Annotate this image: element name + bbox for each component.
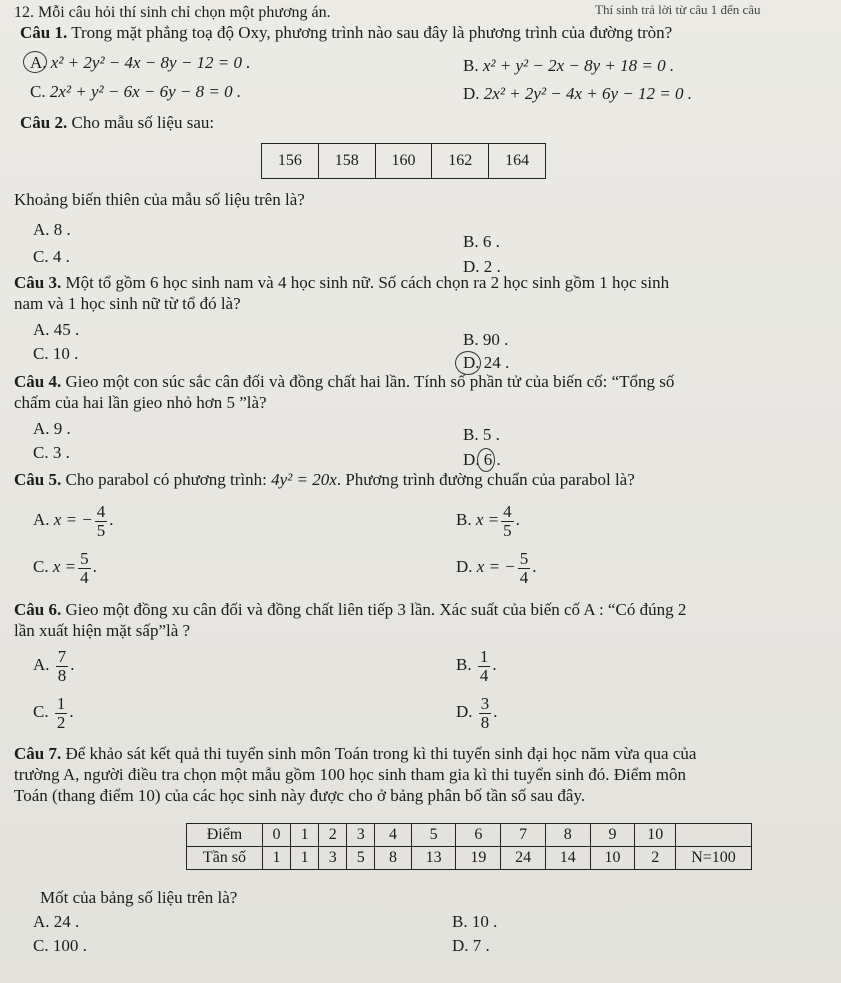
- q1-option-d[interactable]: [463, 84, 692, 104]
- q6-d-fraction: [479, 695, 492, 732]
- frac-numerator: 4: [96, 501, 106, 521]
- frequency-cell: 5: [347, 847, 375, 870]
- q4-text: [14, 372, 674, 392]
- q1-option-b[interactable]: [463, 56, 674, 76]
- frac-numerator: 5: [80, 548, 89, 568]
- q2-text: [20, 113, 214, 133]
- q2-label: Câu 2.: [20, 113, 68, 132]
- q2-option-a[interactable]: A. 8 .: [33, 220, 71, 239]
- q5-equation: 4y² = 20x: [271, 470, 337, 489]
- q4-option-b[interactable]: B. 5 .: [463, 425, 500, 444]
- q3-option-b[interactable]: B. 90 .: [463, 330, 509, 349]
- q5-c-label: C.: [33, 557, 49, 576]
- score-cell: 5: [411, 824, 456, 847]
- q6-text: [14, 600, 686, 620]
- total-cell: N=100: [675, 847, 751, 870]
- q5-d-fraction: [518, 550, 531, 587]
- q7-option-b[interactable]: B. 10 .: [452, 912, 498, 931]
- frac-denominator: 4: [479, 665, 489, 685]
- q3-option-d[interactable]: D. 24 .: [463, 353, 510, 372]
- q1-question: Trong mặt phẳng toạ độ Oxy, phương trình nào sau đây là phương trình của đường tròn?: [71, 23, 673, 42]
- frac-numerator: 1: [479, 646, 489, 666]
- frequency-cell: 3: [319, 847, 347, 870]
- q1-d-eq: 2x² + 2y² − 4x + 6y − 12 = 0 .: [483, 84, 693, 103]
- q7-text: [14, 744, 696, 764]
- q7-option-d[interactable]: D. 7 .: [452, 936, 490, 955]
- empty-cell: [675, 824, 751, 847]
- q5-c-fraction: [78, 550, 91, 587]
- q1-option-c[interactable]: [30, 82, 241, 102]
- answer-circle-mark: [477, 448, 495, 472]
- q6-b-fraction: [478, 648, 491, 685]
- score-cell: 10: [635, 824, 676, 847]
- q1-b-label: B.: [463, 56, 479, 75]
- q7-option-c[interactable]: C. 100 .: [33, 936, 87, 955]
- q7-question-2: trường A, người điều tra chọn một mẫu gồm 100 học sinh tham gia kì thi tuyển sinh đó. Điểm môn: [14, 765, 686, 784]
- frac-denominator: 8: [57, 665, 67, 685]
- q3-question-1: Một tổ gồm 6 học sinh nam và 4 học sinh nữ. Số cách chọn ra 2 học sinh gồm 1 học sinh: [65, 273, 670, 292]
- score-cell: 7: [501, 824, 546, 847]
- q3-option-c[interactable]: C. 10 .: [33, 344, 79, 363]
- q6-c-label: C.: [33, 702, 49, 721]
- q2-data-cell: 162: [432, 144, 489, 179]
- q6-c-fraction: [55, 695, 68, 732]
- score-cell: 3: [347, 824, 375, 847]
- frac-numerator: 7: [57, 646, 67, 666]
- q6-option-c[interactable]: C. $\frac{1}{2}$ .: [33, 693, 74, 732]
- score-cell: 8: [545, 824, 590, 847]
- q5-b-label: B.: [456, 510, 472, 529]
- frequency-cell: 19: [456, 847, 501, 870]
- q2-option-c[interactable]: C. 4 .: [33, 247, 70, 266]
- q2-data-cell: 158: [318, 144, 375, 179]
- q4-question-2: chấm của hai lần gieo nhỏ hơn 5 ”là?: [14, 393, 267, 412]
- q4-option-c[interactable]: C. 3 .: [33, 443, 70, 462]
- score-cell: 9: [590, 824, 635, 847]
- q4-label: Câu 4.: [14, 372, 62, 391]
- q5-option-d[interactable]: D. x = − $\frac{5}{4}$ .: [456, 548, 537, 587]
- q5-a-expr: x = −: [53, 510, 93, 529]
- q7-question-3: Toán (thang điểm 10) của các học sinh này được cho ở bảng phân bố tần số sau đây.: [14, 786, 586, 805]
- q5-b-fraction: [501, 503, 514, 540]
- q6-label: Câu 6.: [14, 600, 62, 619]
- score-cell: 2: [319, 824, 347, 847]
- q5-question-pre: Cho parabol có phương trình:: [65, 470, 267, 489]
- q4-option-a[interactable]: A. 9 .: [33, 419, 71, 438]
- q6-a-fraction: [56, 648, 69, 685]
- frequency-cell: 24: [501, 847, 546, 870]
- q5-b-expr: x =: [475, 510, 500, 529]
- frequency-cell: 13: [411, 847, 456, 870]
- section-header: 12. Mỗi câu hỏi thí sinh chỉ chọn một phương án.: [14, 4, 331, 21]
- q1-c-label: C.: [30, 82, 46, 101]
- frac-numerator: 4: [503, 501, 512, 521]
- q6-d-label: D.: [456, 702, 473, 721]
- score-cell: 0: [262, 824, 290, 847]
- q2-data-cell: 156: [262, 144, 319, 179]
- frequency-cell: 10: [590, 847, 635, 870]
- q1-a-label: A.: [30, 53, 47, 72]
- frequency-cell: 8: [375, 847, 411, 870]
- q7-question-1: Để khảo sát kết quả thi tuyển sinh môn Toán trong kì thi tuyển sinh đại học năm vừa qua của: [65, 744, 697, 763]
- q2-intro: Cho mẫu số liệu sau:: [71, 113, 215, 132]
- q7-label: Câu 7.: [14, 744, 62, 763]
- q2-option-b[interactable]: B. 6 .: [463, 232, 500, 251]
- frac-numerator: 5: [519, 548, 529, 568]
- q1-c-eq: 2x² + y² − 6x − 6y − 8 = 0 .: [49, 82, 242, 101]
- q1-a-eq: x² + 2y² − 4x − 8y − 12 = 0 .: [50, 53, 251, 72]
- q7-question: Mốt của bảng số liệu trên là?: [40, 888, 238, 907]
- q6-a-label: A.: [33, 655, 50, 674]
- q5-option-b[interactable]: B. x = $\frac{4}{5}$ .: [456, 501, 520, 540]
- q5-text: [14, 470, 635, 490]
- frequency-cell: 1: [291, 847, 319, 870]
- q7-option-a[interactable]: A. 24 .: [33, 912, 80, 931]
- q5-a-fraction: [95, 503, 108, 540]
- q2-option-d[interactable]: D. 2 .: [463, 257, 501, 276]
- q4-option-d[interactable]: D. 6 .: [463, 450, 501, 469]
- q3-text: [14, 273, 669, 293]
- q5-d-label: D.: [456, 557, 473, 576]
- q5-d-expr: x = −: [476, 557, 516, 576]
- frac-denominator: 2: [56, 712, 66, 732]
- q3-label: Câu 3.: [14, 273, 62, 292]
- score-cell: 1: [291, 824, 319, 847]
- q2-data-cell: 164: [489, 144, 546, 179]
- q1-label: Câu 1.: [20, 23, 68, 42]
- frac-numerator: 3: [480, 693, 490, 713]
- q2-data-cell: 160: [375, 144, 432, 179]
- frequency-cell: 2: [635, 847, 676, 870]
- q5-option-a[interactable]: A. x = − $\frac{4}{5}$ .: [33, 501, 114, 540]
- q1-d-label: D.: [463, 84, 480, 103]
- frac-denominator: 5: [96, 520, 106, 540]
- q1-b-eq: x² + y² − 2x − 8y + 18 = 0 .: [482, 56, 675, 75]
- frac-denominator: 5: [503, 520, 512, 540]
- frequency-cell: 14: [545, 847, 590, 870]
- q3-option-a[interactable]: A. 45 .: [33, 320, 80, 339]
- q3-question-2: nam và 1 học sinh nữ từ tổ đó là?: [14, 294, 241, 313]
- q1-text: [20, 23, 672, 43]
- score-cell: 4: [375, 824, 411, 847]
- header-note: Thí sinh trả lời từ câu 1 đến câu: [595, 2, 761, 17]
- table-row-label: Điểm: [187, 824, 263, 847]
- q5-option-c[interactable]: C. x = $\frac{5}{4}$ .: [33, 548, 97, 587]
- q6-option-b[interactable]: B. $\frac{1}{4}$ .: [456, 646, 497, 685]
- score-cell: 6: [456, 824, 501, 847]
- frac-denominator: 4: [80, 567, 89, 587]
- frac-numerator: 1: [56, 693, 66, 713]
- q5-a-label: A.: [33, 510, 50, 529]
- answer-circle-mark: [23, 51, 47, 73]
- frac-denominator: 8: [480, 712, 490, 732]
- frac-denominator: 4: [519, 567, 529, 587]
- q7-frequency-table: [186, 823, 752, 870]
- q6-option-d[interactable]: D. $\frac{3}{8}$ .: [456, 693, 498, 732]
- q6-question-2: lần xuất hiện mặt sấp”là ?: [14, 621, 191, 640]
- table-row-label: Tần số: [187, 847, 263, 870]
- frequency-cell: 1: [262, 847, 290, 870]
- q2-data-table: [261, 143, 546, 179]
- q5-c-expr: x =: [52, 557, 77, 576]
- q4-question-1: Gieo một con súc sắc cân đối và đồng chất hai lần. Tính số phần tử của biến cố: “Tổng số: [65, 372, 675, 391]
- q6-question-1: Gieo một đồng xu cân đối và đồng chất liên tiếp 3 lần. Xác suất của biến cố A : “Có đúng 2: [65, 600, 687, 619]
- q1-option-a[interactable]: [30, 53, 251, 73]
- q2-question: Khoảng biến thiên của mẫu số liệu trên là?: [14, 190, 305, 209]
- q6-option-a[interactable]: A. $\frac{7}{8}$ .: [33, 646, 75, 685]
- q5-question-post: . Phương trình đường chuẩn của parabol là?: [336, 470, 635, 489]
- q6-b-label: B.: [456, 655, 472, 674]
- q5-label: Câu 5.: [14, 470, 62, 489]
